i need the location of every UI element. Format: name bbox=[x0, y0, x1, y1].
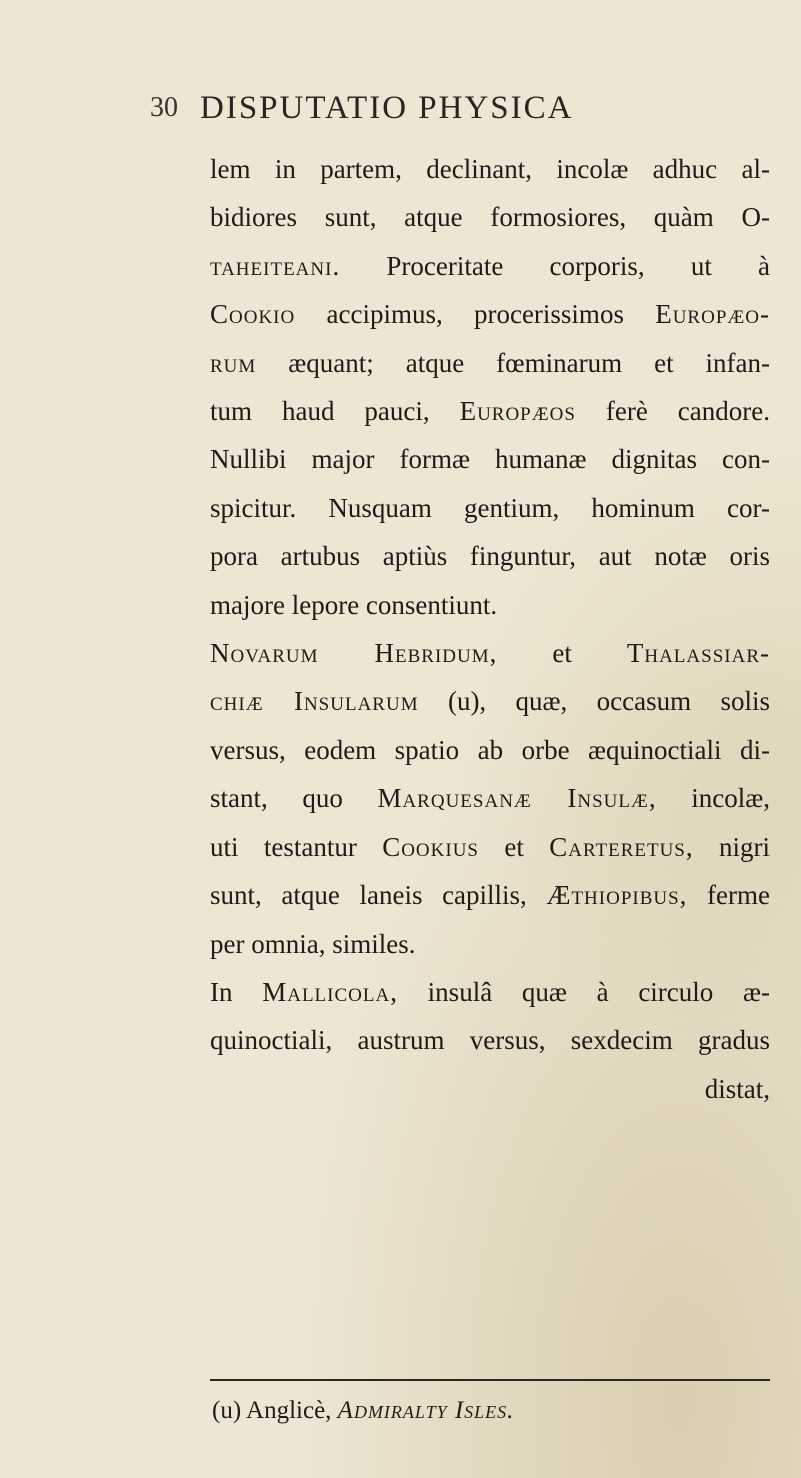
text-line bbox=[210, 339, 770, 387]
text-line bbox=[210, 871, 770, 919]
running-header: DISPUTATIO PHYSICA bbox=[200, 90, 574, 126]
text-line: pora artubus aptiùs finguntur, aut notæ oris bbox=[210, 541, 770, 572]
text-run: tum haud pauci, bbox=[210, 396, 460, 427]
text-line bbox=[210, 290, 770, 338]
text-run: ferme bbox=[687, 880, 771, 911]
text-run: Proceritate corporis, ut à bbox=[340, 250, 770, 281]
text-line bbox=[210, 677, 770, 725]
text-line bbox=[210, 968, 770, 1016]
text-run: Cookio bbox=[210, 299, 296, 330]
text-run: Novarum Hebridum, bbox=[210, 638, 498, 669]
text-line: Nullibi major formæ humanæ dignitas con- bbox=[210, 444, 770, 475]
text-run: Europæos bbox=[459, 396, 576, 427]
text-run: insulâ quæ à circulo æ- bbox=[397, 976, 770, 1007]
text-run: sunt, atque laneis capillis, bbox=[210, 880, 547, 911]
catchword: distat, bbox=[704, 1073, 770, 1104]
text-run: uti testantur bbox=[210, 831, 383, 862]
text-run: (u), quæ, occasum solis bbox=[418, 686, 770, 717]
text-run: Thalassiar- bbox=[626, 638, 770, 669]
text-run: Æthiopibus, bbox=[546, 880, 688, 911]
text-run: Cookius bbox=[382, 831, 479, 862]
page-number: 30 bbox=[150, 92, 178, 123]
text-run: Europæo- bbox=[655, 299, 770, 330]
footnote bbox=[212, 1397, 514, 1425]
text-run: et bbox=[497, 638, 627, 669]
text-line bbox=[210, 823, 770, 871]
text-run: Carteretus, bbox=[549, 831, 694, 862]
text-run: accipimus, procerissimos bbox=[295, 299, 656, 330]
footnote-english: Admiralty Isles. bbox=[337, 1397, 515, 1424]
text-line bbox=[210, 387, 770, 435]
text-run: stant, quo bbox=[210, 783, 378, 814]
text-line bbox=[210, 629, 770, 677]
footnote-text: Anglicè, bbox=[246, 1397, 332, 1424]
body-text bbox=[210, 145, 770, 1113]
text-run: nigri bbox=[693, 831, 770, 862]
text-run: rum bbox=[210, 347, 257, 378]
text-line bbox=[210, 774, 770, 822]
text-line: lem in partem, declinant, incolæ adhuc al- bbox=[210, 154, 770, 184]
text-line bbox=[210, 242, 770, 290]
text-line: quinoctiali, austrum versus, sexdecim gradus bbox=[210, 1025, 770, 1056]
text-line: majore lepore consentiunt. bbox=[210, 589, 498, 620]
text-run: incolæ, bbox=[656, 783, 770, 814]
text-run: In bbox=[210, 976, 263, 1007]
footnote-rule bbox=[210, 1379, 770, 1381]
text-run: æquant; atque fœminarum et infan- bbox=[256, 347, 770, 378]
text-run: et bbox=[479, 831, 550, 862]
text-line: bidiores sunt, atque formosiores, quàm O- bbox=[210, 202, 770, 233]
text-run: chiæ Insularum bbox=[210, 686, 419, 717]
text-line: per omnia, similes. bbox=[210, 928, 416, 959]
footnote-mark: (u) bbox=[212, 1397, 242, 1424]
text-run: ferè candore. bbox=[575, 396, 770, 427]
text-run: Marquesanæ Insulæ, bbox=[377, 783, 657, 814]
text-line: spicitur. Nusquam gentium, hominum cor- bbox=[210, 492, 770, 523]
text-line: versus, eodem spatio ab orbe æquinoctiali di- bbox=[210, 734, 770, 765]
text-run: taheiteani. bbox=[210, 250, 341, 281]
text-run: Mallicola, bbox=[262, 976, 398, 1007]
